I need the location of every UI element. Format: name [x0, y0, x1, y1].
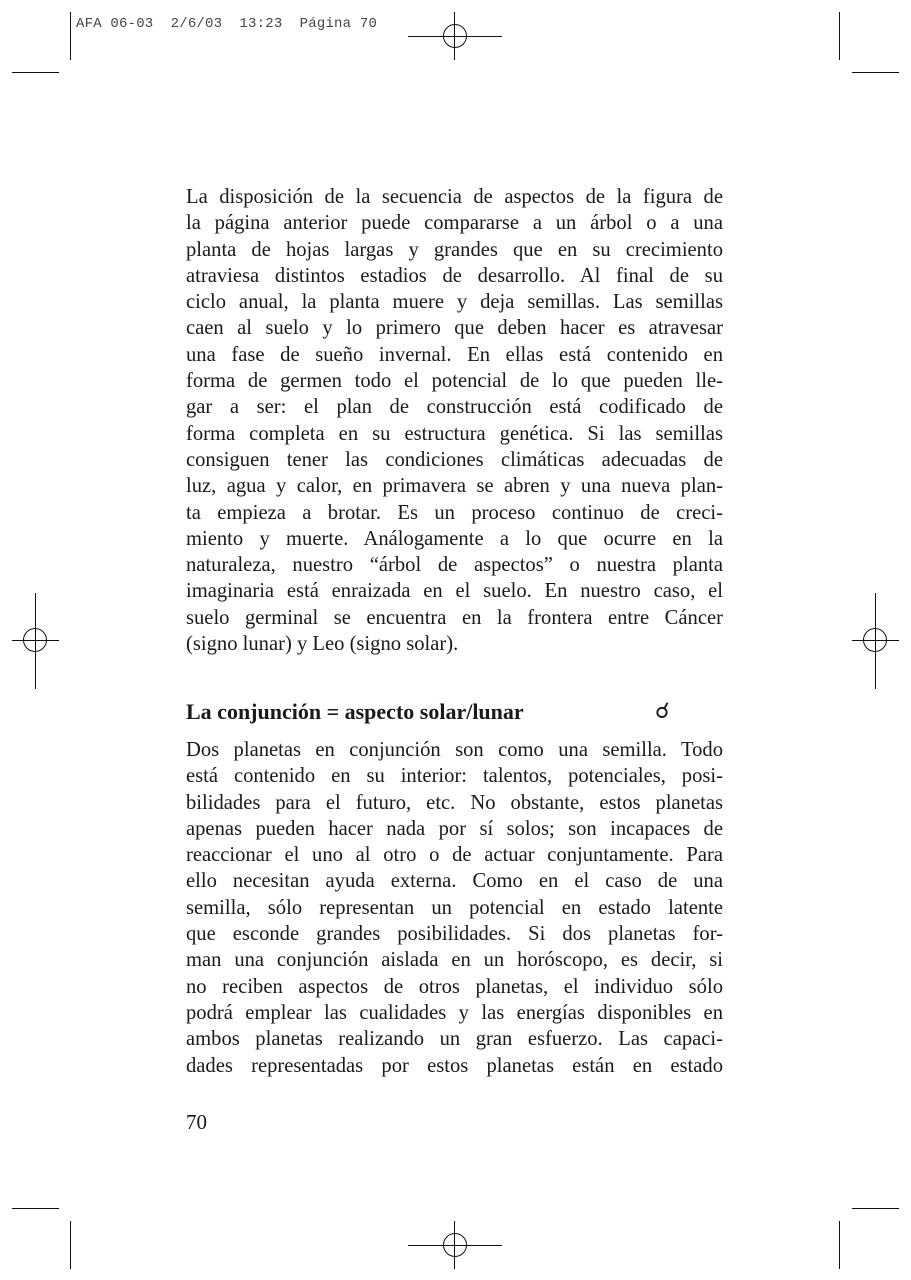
print-slug: AFA 06-03 2/6/03 13:23 Página 70 [76, 16, 378, 32]
text-line: no reciben aspectos de otros planetas, el individuo sólo [186, 975, 723, 998]
text-line: ta empieza a brotar. Es un proceso continuo de creci- [186, 501, 723, 524]
text-line: caen al suelo y lo primero que deben hacer es atravesar [186, 317, 723, 340]
text-line: imaginaria está enraizada en el suelo. En nuestro caso, el [186, 580, 723, 603]
conjunction-symbol-icon: ☌ [655, 699, 670, 724]
text-line: (signo lunar) y Leo (signo solar). [186, 633, 459, 656]
text-line: podrá emplear las cualidades y las energías disponibles en [186, 1001, 723, 1024]
text-line: dades representadas por estos planetas están en estado [186, 1054, 723, 1077]
text-line: la página anterior puede compararse a un árbol o a una [186, 212, 723, 235]
text-line: una fase de sueño invernal. En ellas está contenido en [186, 343, 723, 366]
text-line: reaccionar el uno al otro o de actuar conjuntamente. Para [186, 844, 723, 867]
text-line: Dos planetas en conjunción son como una semilla. Todo [186, 739, 723, 761]
text-line: naturaleza, nuestro “árbol de aspectos” o nuestra planta [186, 554, 723, 577]
text-line: ciclo anual, la planta muere y deja semillas. Las semillas [186, 291, 723, 314]
body-paragraph-2 [186, 737, 723, 1079]
text-line: ello necesitan ayuda externa. Como en el caso de una [186, 870, 723, 893]
text-line: forma de germen todo el potencial de lo que pueden lle- [186, 370, 723, 393]
page-number: 70 [186, 1110, 207, 1134]
text-line: man una conjunción aislada en un horóscopo, es decir, si [186, 949, 723, 972]
text-line: que esconde grandes posibilidades. Si dos planetas for- [186, 923, 723, 946]
body-paragraph-1 [186, 184, 723, 657]
text-line: atraviesa distintos estadios de desarrollo. Al final de su [186, 264, 723, 287]
text-line: bilidades para el futuro, etc. No obstante, estos planetas [186, 791, 723, 814]
text-line: apenas pueden hacer nada por sí solos; son incapaces de [186, 817, 723, 840]
text-line: forma completa en su estructura genética. Si las semillas [186, 422, 723, 445]
text-line: miento y muerte. Análogamente a lo que ocurre en la [186, 527, 723, 550]
text-line: suelo germinal se encuentra en la frontera entre Cáncer [186, 606, 723, 629]
text-line: está contenido en su interior: talentos, potenciales, posi- [186, 765, 723, 788]
text-line: semilla, sólo representan un potencial en estado latente [186, 896, 723, 919]
text-line: gar a ser: el plan de construcción está codificado de [186, 396, 723, 419]
text-line: consiguen tener las condiciones climáticas adecuadas de [186, 448, 723, 471]
text-line: planta de hojas largas y grandes que en su crecimiento [186, 238, 723, 261]
text-line: luz, agua y calor, en primavera se abren y una nueva plan- [186, 475, 723, 498]
section-heading: La conjunción = aspecto solar/lunar [186, 699, 524, 724]
text-line: ambos planetas realizando un gran esfuerzo. Las capaci- [186, 1028, 723, 1051]
text-line: La disposición de la secuencia de aspectos de la figura de [186, 186, 723, 208]
